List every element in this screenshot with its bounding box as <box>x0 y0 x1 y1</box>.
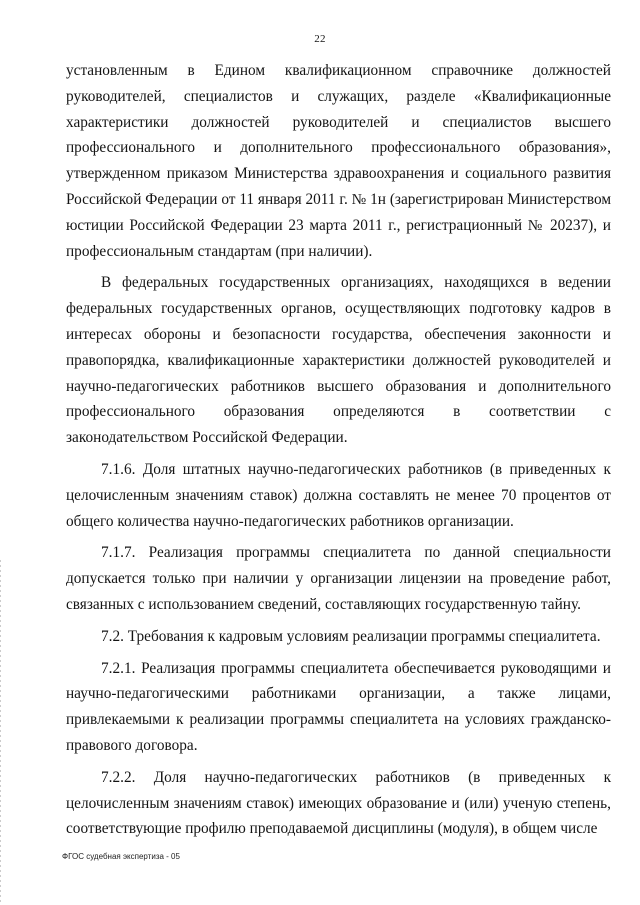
paragraph-continuation: установленным в Едином квалификационном справочнике должностей руководителей, специалистов и служащих, разделе «Квалификационные характеристики должностей руководителей и специалистов высшего профессионального и дополнительного профессионального образования», утвержденном приказом Министерства здравоохранения и социального развития Российской Федерации от 11 января 2011 г. № 1н (зарегистрирован Министерством юстиции Российской Федерации 23 марта 2011 г., регистрационный № 20237), и профессиональным стандартам (при наличии). <box>66 62 611 260</box>
page-footer: ФГОС судебная экспертиза - 05 <box>62 852 180 861</box>
page-number: 22 <box>314 33 326 45</box>
paragraph-clause-7-1-7: 7.1.7. Реализация программы специалитета по данной специальности допускается только при наличии у организации лицензии на проведение работ, связанных с использованием сведений, составляющих государственную тайну. <box>66 544 611 613</box>
paragraph-clause-7-2: 7.2. Требования к кадровым условиям реализации программы специалитета. <box>101 627 601 645</box>
paragraph-clause-7-2-1: 7.2.1. Реализация программы специалитета обеспечивается руководящими и научно-педагогическими работниками организации, а также лицами, привлекаемыми к реализации программы специалитета на условиях гражданско-правового договора. <box>66 659 611 754</box>
paragraph-clause-7-2-2: 7.2.2. Доля научно-педагогических работников (в приведенных к целочисленным значениям ставок) имеющих образование и (или) ученую степень, соответствующие профилю преподаваемой дисциплины (модуля), в общем числе <box>66 768 611 838</box>
paragraph-federal-organizations: В федеральных государственных организациях, находящихся в ведении федеральных государственных органов, осуществляющих подготовку кадров в интересах обороны и безопасности государства, обеспечения законности и правопорядка, квалификационные характеристики должностей руководителей и научно-педагогических работников высшего образования и дополнительного профессионального образования определяются в соответствии с законодательством Российской Федерации. <box>66 274 611 447</box>
scan-edge-mark <box>0 560 1 905</box>
paragraph-clause-7-1-6: 7.1.6. Доля штатных научно-педагогических работников (в приведенных к целочисленным значениям ставок) должна составлять не менее 70 процентов от общего количества научно-педагогических работников организации. <box>66 460 611 530</box>
document-body <box>66 58 611 842</box>
